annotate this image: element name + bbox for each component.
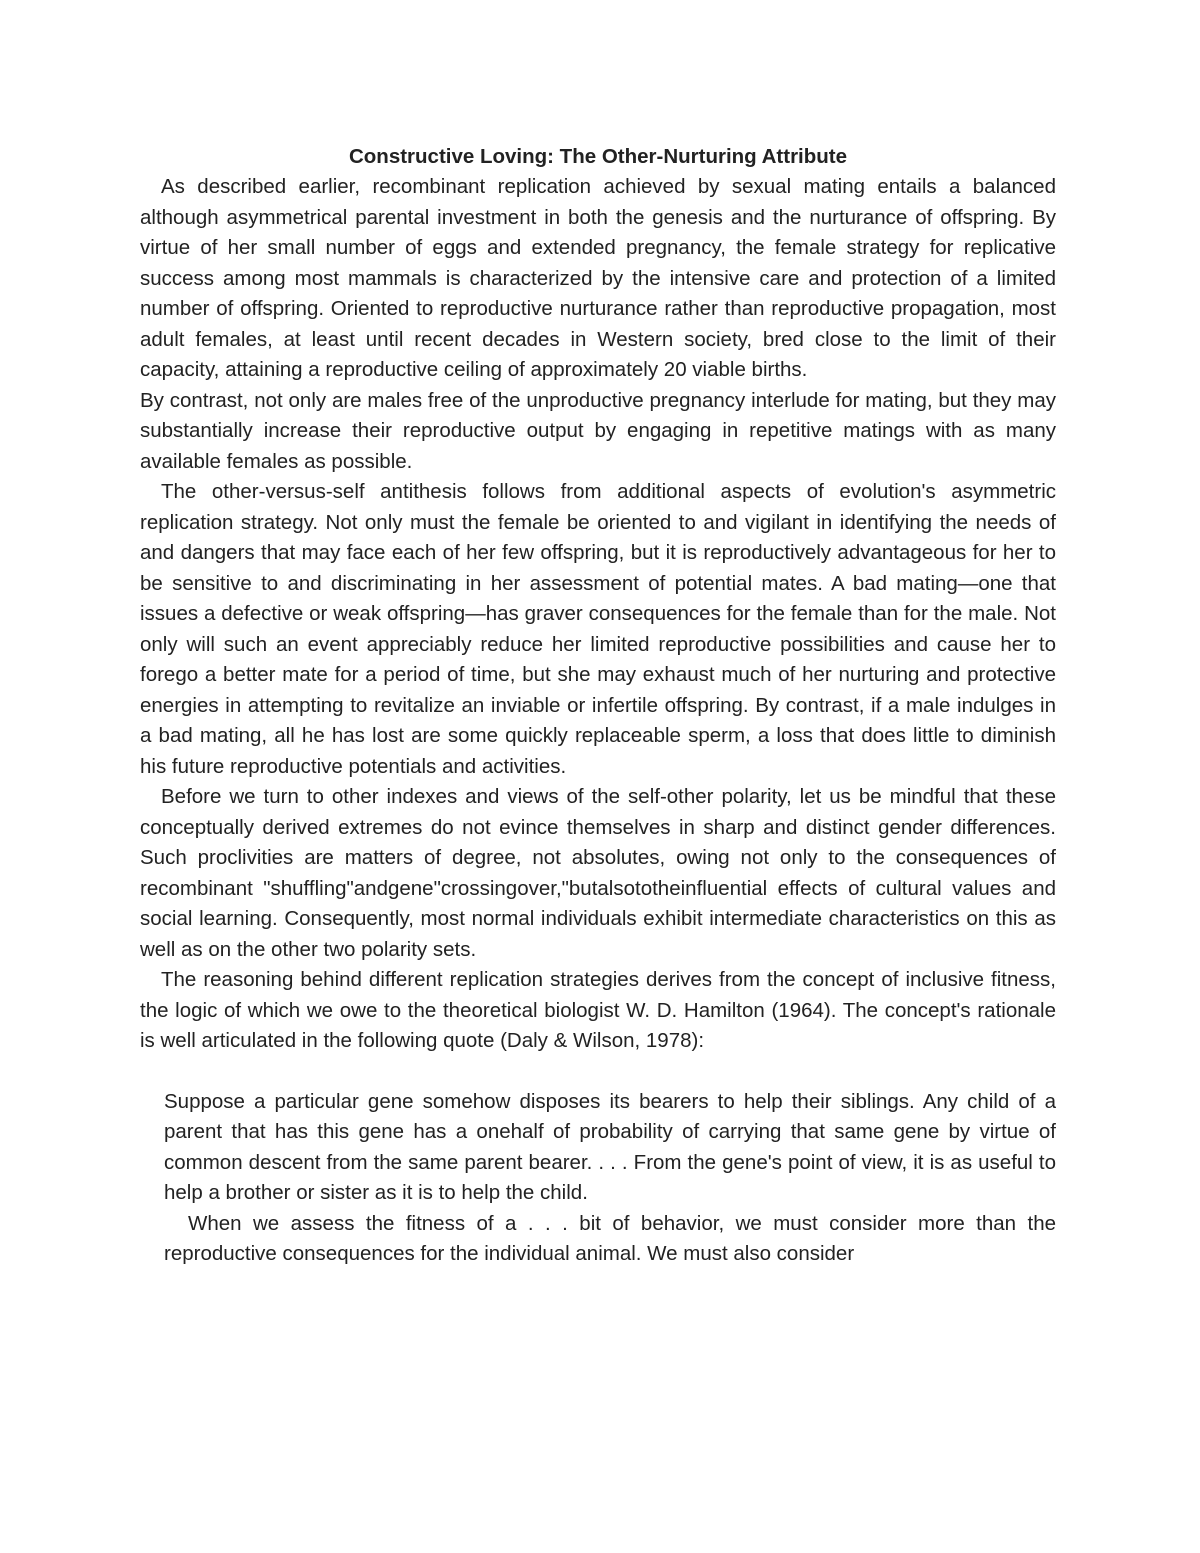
block-quote-2: When we assess the fitness of a . . . bit of behavior, we must consider more than the reproductive consequences for the individual animal. We must also consider bbox=[164, 1211, 1056, 1265]
paragraph-3: The other-versus-self antithesis follows from additional aspects of evolution's asymmetric replication strategy. Not only must the female be oriented to and vigilant in identifying the needs of and dangers that may face each of her few offspring, but it is reproductively advantageous for her to be sensitive to and discriminating in her assessment of potential mates. A bad mating—one that issues a defective or weak offspring—has graver consequences for the female than for the male. Not only will such an event appreciably reduce her limited reproductive possibilities and cause her to forego a better mate for a period of time, but she may exhaust much of her nurturing and protective energies in attempting to revitalize an inviable or infertile offspring. By contrast, if a male indulges in a bad mating, all he has lost are some quickly replaceable sperm, a loss that does little to diminish his future reproductive potentials and activities. bbox=[140, 480, 1056, 778]
paragraph-4: Before we turn to other indexes and views of the self-other polarity, let us be mindful that these conceptually derived extremes do not evince themselves in sharp and distinct gender differences. Such proclivities are matters of degree, not absolutes, owing not only to the consequences of recombinant "shuffling"andgene"crossingover,"butalsototheinfluential effects of cultural values and social learning. Consequently, most normal individuals exhibit intermediate characteristics on this as well as on the other two polarity sets. bbox=[140, 785, 1056, 961]
quote-spacer bbox=[140, 1057, 1056, 1087]
paragraph-5: The reasoning behind different replication strategies derives from the concept of inclusive fitness, the logic of which we owe to the theoretical biologist W. D. Hamilton (1964). The concept's rationale is well articulated in the following quote (Daly & Wilson, 1978): bbox=[140, 968, 1056, 1052]
block-quote-1: Suppose a particular gene somehow disposes its bearers to help their siblings. Any child of a parent that has this gene has a onehalf of probability of carrying that same gene by virtue of common descent from the same parent bearer. . . . From the gene's point of view, it is as useful to help a brother or sister as it is to help the child. bbox=[164, 1089, 1056, 1204]
paragraph-2: By contrast, not only are males free of the unproductive pregnancy interlude for mating, but they may substantially increase their reproductive output by engaging in repetitive matings with as many available females as possible. bbox=[140, 388, 1056, 473]
document-page bbox=[140, 142, 1056, 1270]
paragraph-1: As described earlier, recombinant replication achieved by sexual mating entails a balanced although asymmetrical parental investment in both the genesis and the nurturance of offspring. By virtue of her small number of eggs and extended pregnancy, the female strategy for replicative success among most mammals is characterized by the intensive care and protection of a limited number of offspring. Oriented to reproductive nurturance rather than reproductive propagation, most adult females, at least until recent decades in Western society, bred close to the limit of their capacity, attaining a reproductive ceiling of approximately 20 viable births. bbox=[140, 175, 1056, 381]
document-title: Constructive Loving: The Other-Nurturing Attribute bbox=[348, 145, 848, 168]
